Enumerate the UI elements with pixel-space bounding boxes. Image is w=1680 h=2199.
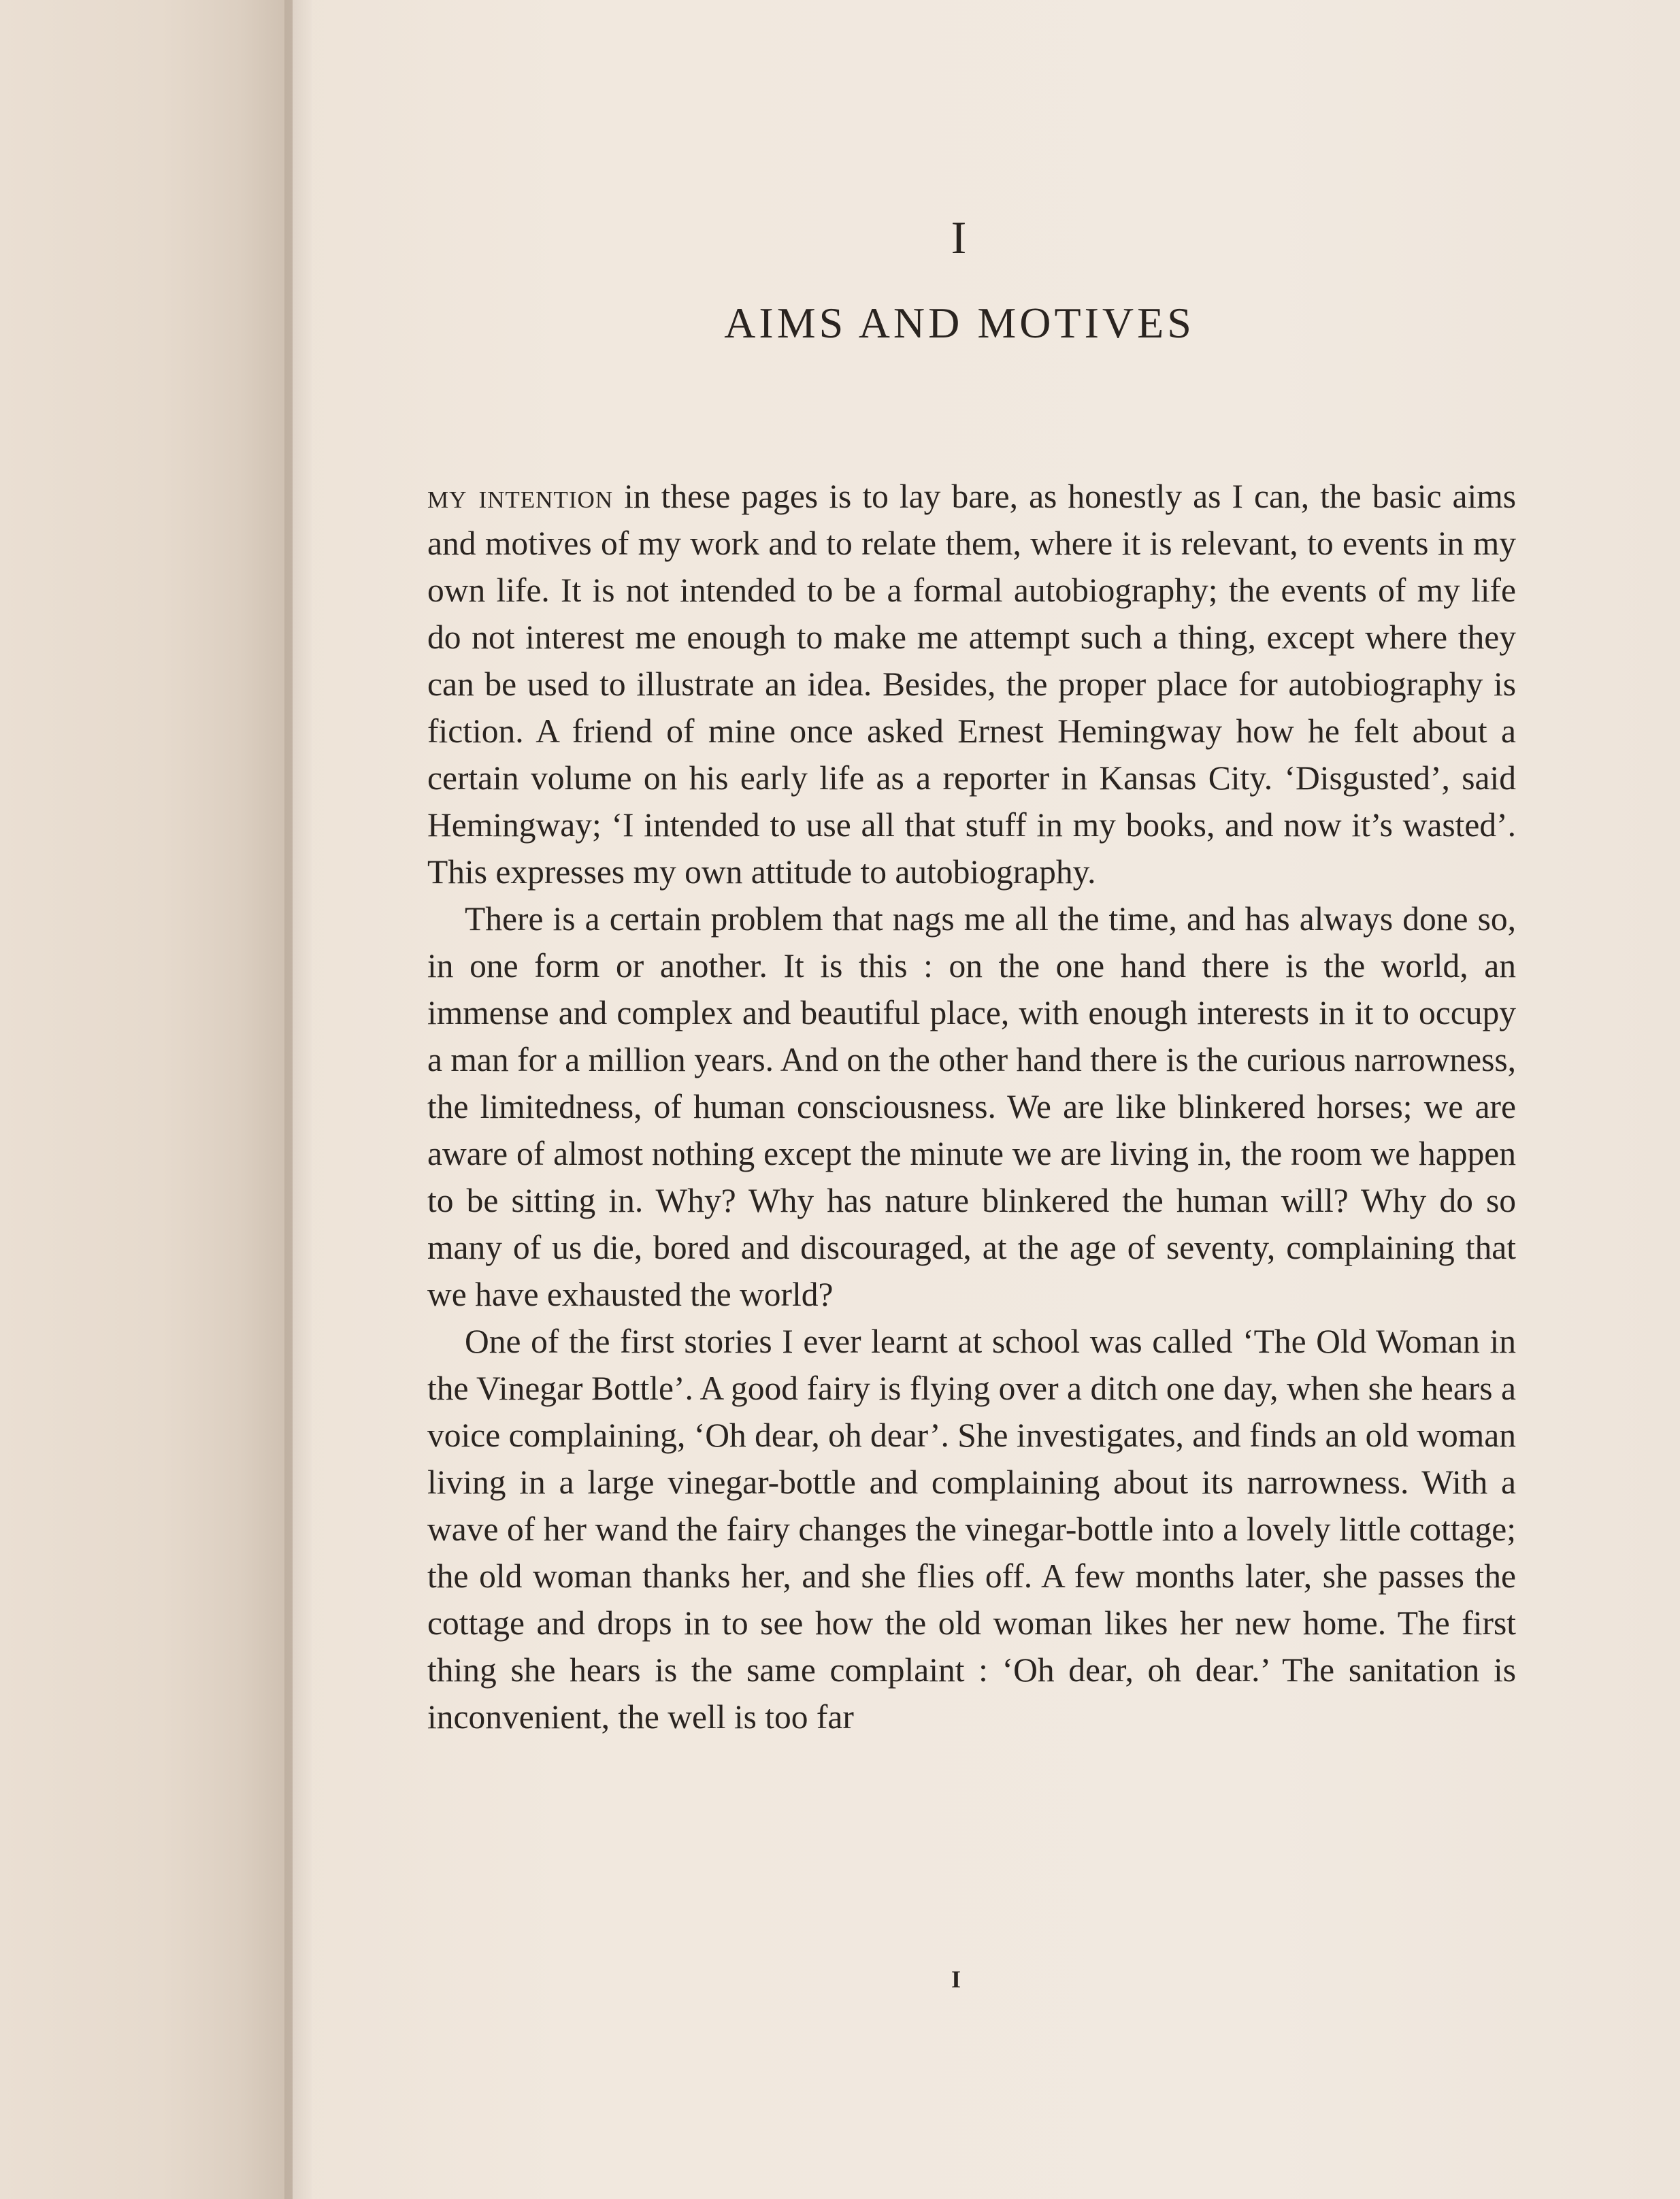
- paragraph-3: One of the first stories I ever learnt at school was called ‘The Old Woman in the Vinegar Bottle’. A good fairy is flying over a ditch one day, when she hears a voice complaining, ‘Oh dear, oh dear’. She investigates, and finds an old woman living in a large vinegar-bottle and complaining about its narrowness. With a wave of her wand the fairy changes the vinegar-bottle into a lovely little cottage; the old woman thanks her, and she flies off. A few months later, she passes the cottage and drops in to see how the old woman likes her new home. The first thing she hears is the same complaint : ‘Oh dear, oh dear.’ The sanitation is inconvenient, the well is too far: [427, 1323, 1516, 1736]
- paragraph-1: [427, 473, 1516, 895]
- chapter-number: I: [951, 212, 968, 263]
- lead-in-smallcaps: my intention: [427, 478, 614, 515]
- book-gutter: [284, 0, 312, 2199]
- left-page-margin: [0, 0, 293, 2199]
- chapter-title: AIMS AND MOTIVES: [724, 299, 1195, 347]
- body-text: [427, 473, 1516, 1740]
- page-number: I: [951, 1966, 961, 1993]
- paragraph-2: There is a certain problem that nags me all the time, and has always done so, in one form or another. It is this : on the one hand there is the world, an immense and complex and beautiful place, with enough interests in it to occupy a man for a million years. And on the other hand there is the curious narrowness, the limitedness, of human consciousness. We are like blinkered horses; we are aware of almost nothing except the minute we are living in, the room we happen to be sitting in. Why? Why has nature blinkered the human will? Why do so many of us die, bored and discouraged, at the age of seventy, complaining that we have exhausted the world?: [427, 900, 1516, 1313]
- paragraph-1-text: in these pages is to lay bare, as honestly as I can, the basic aims and motives of my work and to relate them, where it is relevant, to events in my own life. It is not intended to be a formal autobiography; the events of my life do not interest me enough to make me attempt such a thing, except where they can be used to illustrate an idea. Besides, the proper place for autobiography is fiction. A friend of mine once asked Ernest Hemingway how he felt about a certain volume on his early life as a reporter in Kansas City. ‘Disgusted’, said Hemingway; ‘I intended to use all that stuff in my books, and now it’s wasted’. This expresses my own attitude to autobiography.: [427, 478, 1516, 891]
